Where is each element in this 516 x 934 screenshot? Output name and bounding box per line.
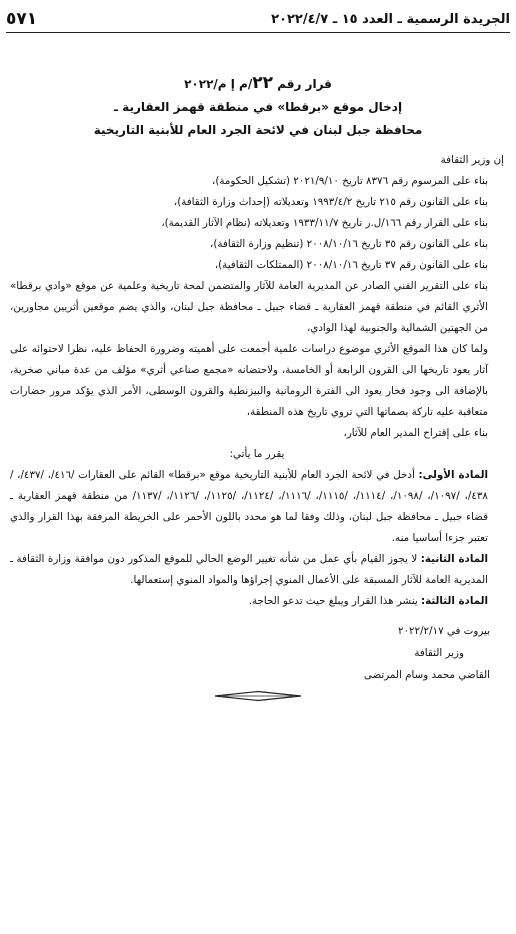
article-3-text: ينشر هذا القرار ويبلغ حيث تدعو الحاجة. <box>248 595 418 607</box>
signature-place-date: بيروت في ٢٠٢٢/٢/١٧ <box>397 625 490 637</box>
issue-number: ١٥ <box>341 11 358 27</box>
consideration: بناء على القرار رقم ١٦٦/ل.ر تاريخ ١٩٣٣/١١/٧ وتعديلاته (نظام الآثار القديمة)، <box>161 217 488 229</box>
article-1 <box>10 465 504 549</box>
decision-number-line: قرار رقم ٢٢/م إ م/٢٠٢٢ <box>184 73 332 93</box>
decision-body <box>10 150 504 686</box>
decision-subject-line-1: إدخال موقع «برقطا» في منطقة قهمز العقارية ـ <box>113 100 403 114</box>
decision-number: ٢٢ <box>252 73 273 93</box>
consideration: بناء على المرسوم رقم ٨٣٧٦ تاريخ ٢٠٢١/٩/١٠ (تشكيل الحكومة)، <box>212 175 488 187</box>
article-3-label: المادة الثالثة: <box>420 595 488 607</box>
ornament-divider-icon <box>213 690 303 702</box>
header-gazette-info <box>271 12 510 27</box>
page-number: ٥٧١ <box>6 9 38 29</box>
decision-title <box>0 72 516 142</box>
page-header <box>6 6 510 33</box>
article-1-label: المادة الأولى: <box>418 469 488 481</box>
article-1-text: أدخل في لائحة الجرد العام للأبنية التاريخية موقع «برقطا» القائم على العقارات /٤١٦/، /٤٣٧/، /٤٣٨/، /١٠٩٧/، /١٠٩٨/، /١١١٤/، /١١١٥/، /١١١٦/، /١١٢٤/، /١١٢٥/، /١١٢٦/، /١١٣٧/ من منطقة قهمز العقارية ـ قضاء جبيل ـ محافظة جبل لبنان، وذلك وفقا لما هو محدد باللون الأحمر على الخريطة المرفقة بهذا القرار والذي تعتبر جزءا أساسيا منه. <box>10 469 488 544</box>
importance-paragraph: ولما كان هذا الموقع الأثري موضوع دراسات علمية أجمعت على أهميته وضرورة الحفاظ عليه، نظرا لاحتوائه على آثار يعود تاريخها الى القرون الرابعة أو الخامسة، ولاحتضانه «مجمع صناعي أثري» مؤلف من عدة مباني صخرية، بالإضافة الى وجود فخار يعود الى الفترة الرومانية والبيزنطية والقرون الوسطى، الأمر الذي يؤكد مرور حضارات متعاقبة عليه تاركة بصماتها التي تروي تاريخ هذه المنطقة، <box>10 343 488 418</box>
signature-role: وزير الثقافة <box>414 647 464 659</box>
article-2-label: المادة الثانية: <box>420 553 488 565</box>
consideration: بناء على القانون رقم ٣٥ تاريخ ٢٠٠٨/١٠/١٦ (تنظيم وزارة الثقافة)، <box>210 238 488 250</box>
decides-heading: يقرر ما يأتي: <box>229 448 285 460</box>
article-2-text: لا يجوز القيام بأي عمل من شأنه تغيير الوضع الحالي للموقع المذكور دون موافقة وزارة الثقافة ـ المديرية العامة للآثار المسبقة على الأعمال المنوي إجراؤها والمواد المنوي إستعمالها. <box>10 553 488 586</box>
section-divider <box>0 690 516 702</box>
consideration: بناء على القانون رقم ٢١٥ تاريخ ١٩٩٣/٤/٢ وتعديلاته (إحداث وزارة الثقافة)، <box>173 196 488 208</box>
article-3 <box>10 591 504 612</box>
article-2 <box>10 549 504 591</box>
proposal-line: بناء على إقتراح المدير العام للآثار، <box>343 427 488 439</box>
gazette-name: الجريدة الرسمية ـ العدد <box>362 11 510 27</box>
signature-name: القاضي محمد وسام المرتضى <box>363 669 490 681</box>
decision-subject-line-2: محافظة جبل لبنان في لائحة الجرد العام للأبنية التاريخية <box>93 123 423 137</box>
signature-block <box>10 620 504 686</box>
consideration: بناء على القانون رقم ٣٧ تاريخ ٢٠٠٨/١٠/١٦ (الممتلكات الثقافية)، <box>214 259 488 271</box>
minister-intro: إن وزير الثقافة <box>440 154 504 166</box>
report-paragraph: بناء على التقرير الفني الصادر عن المديرية العامة للآثار والمتضمن لمحة تاريخية وعلمية عن موقع «وادي برقطا» الأثري القائم في منطقة قهمز العقارية ـ قضاء جبيل ـ محافظة جبل لبنان، والذي يضم موقعين أثريين مجاورين، من الجهتين الشمالية والجنوبية لهذا الوادي، <box>10 280 488 334</box>
issue-date: ـ ٢٠٢٢/٤/٧ <box>271 11 338 27</box>
